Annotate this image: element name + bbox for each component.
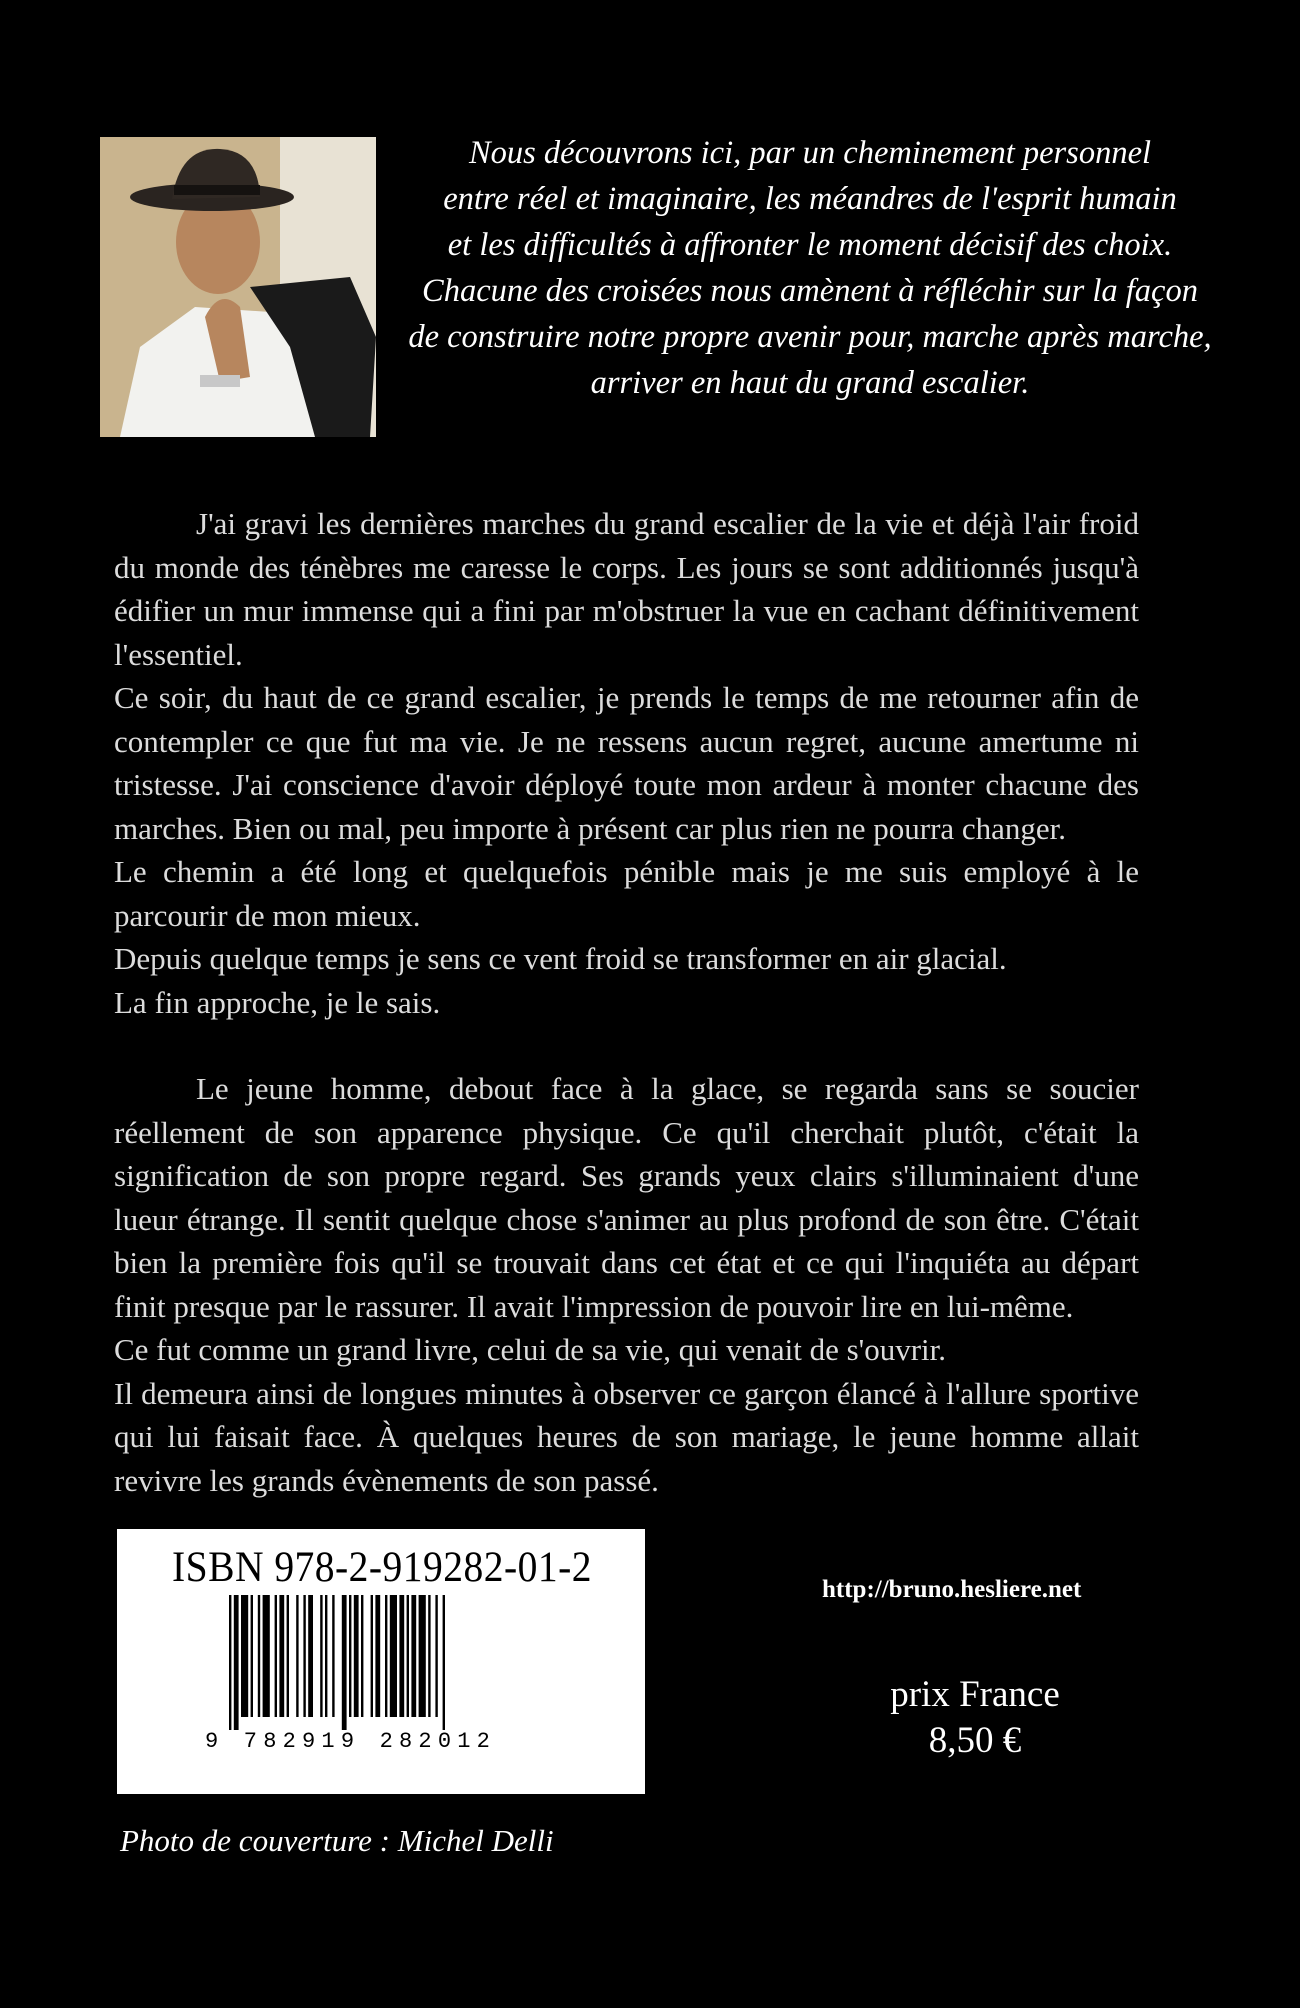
barcode-bar	[361, 1595, 363, 1717]
barcode-bar	[308, 1595, 313, 1717]
blurb-line: arriver en haut du grand escalier.	[590, 365, 1030, 401]
barcode-bar	[399, 1595, 404, 1717]
barcode-bar	[435, 1595, 437, 1717]
excerpt-paragraph: Le jeune homme, debout face à la glace, se regarda sans se soucier réellement de son apparence physique. Ce qu'il cherchait plutôt, c'était la signification de son propre regard. Ses grands yeux clairs s'illuminaient d'une lueur étrange. Il sentit quelque chose s'animer au plus profond de son être. C'était bien la première fois qu'il se trouvait dans cet état et ce qui l'inquiéta au départ finit presque par le rassurer. Il avait l'impression de pouvoir lire en lui-même.	[114, 1071, 1139, 1324]
barcode-bar	[407, 1595, 409, 1717]
author-website-link[interactable]: http://bruno.hesliere.net	[822, 1576, 1082, 1603]
barcode-bar	[279, 1595, 284, 1717]
barcode-bar	[241, 1595, 248, 1717]
excerpt-paragraph: Le chemin a été long et quelquefois pénible mais je me suis employé à le parcourir de mon mieux.	[114, 854, 1139, 933]
barcode-bar	[263, 1595, 270, 1717]
barcode-bar	[258, 1595, 260, 1717]
price-block	[820, 1672, 1130, 1764]
barcode-bar	[371, 1595, 373, 1717]
photo-credit: Photo de couverture : Michel Delli	[120, 1823, 554, 1858]
excerpt-paragraph: La fin approche, je le sais.	[114, 984, 441, 1020]
barcode-bar	[251, 1595, 253, 1717]
isbn-barcode	[117, 1529, 645, 1794]
blurb-line: de construire notre propre avenir pour, marche après marche,	[408, 319, 1212, 355]
barcode-bar	[443, 1595, 445, 1730]
barcode-bar	[325, 1595, 327, 1717]
blurb-line: Chacune des croisées nous amènent à réfléchir sur la façon	[422, 273, 1198, 309]
price-amount: 8,50 €	[928, 1720, 1022, 1761]
barcode-bar	[320, 1595, 322, 1717]
barcode-bar	[275, 1595, 277, 1717]
author-portrait-icon	[100, 137, 376, 437]
barcode-bar	[342, 1595, 347, 1730]
blurb-line: Nous découvrons ici, par un cheminement personnel	[468, 135, 1152, 171]
barcode-bar	[349, 1595, 351, 1717]
excerpt-paragraph: Ce soir, du haut de ce grand escalier, je prends le temps de me retourner afin de contempler ce que fut ma vie. Je ne ressens aucun regret, aucune amertume ni tristesse. J'ai conscience d'avoir déployé toute mon ardeur à monter chacune des marches. Bien ou mal, peu importe à présent car plus rien ne pourra changer.	[114, 680, 1139, 846]
price-label: prix France	[890, 1674, 1060, 1715]
excerpt-paragraph: Depuis quelque temps je sens ce vent froid se transformer en air glacial.	[114, 941, 1007, 976]
barcode-bar	[375, 1595, 380, 1717]
barcode-bar	[419, 1595, 426, 1717]
barcode-bar	[411, 1595, 416, 1717]
excerpt-paragraph: Il demeura ainsi de longues minutes à observer ce garçon élancé à l'allure sportive qui lui faisait face. À quelques heures de son mariage, le jeune homme allait revivre les grands évènements de son passé.	[114, 1375, 1139, 1498]
barcode-bar	[354, 1595, 359, 1717]
excerpt-paragraph: J'ai gravi les dernières marches du grand escalier de la vie et déjà l'air froid du monde des ténèbres me caresse le corps. Les jours se sont additionnés jusqu'à édifier un mur immense qui a fini par m'obstruer la vue en cachant définitivement l'essentiel.	[114, 506, 1139, 672]
book-excerpt	[114, 502, 1139, 1502]
barcode-digits: 9 782919 282012	[205, 1729, 497, 1754]
barcode-bar	[332, 1595, 334, 1717]
barcode-bar	[385, 1595, 387, 1717]
excerpt-paragraph: Ce fut comme un grand livre, celui de sa vie, qui venait de s'ouvrir.	[114, 1332, 947, 1367]
author-photo	[100, 137, 376, 437]
barcode-bar	[229, 1595, 231, 1730]
back-cover-blurb	[400, 130, 1220, 406]
blurb-line: entre réel et imaginaire, les méandres de l'esprit humain	[443, 181, 1177, 217]
barcode-bar	[234, 1595, 239, 1730]
barcode-bar	[428, 1595, 430, 1717]
isbn-label: ISBN 978-2-919282-01-2	[172, 1544, 592, 1591]
barcode-icon	[229, 1595, 539, 1730]
barcode-bar	[287, 1595, 289, 1717]
barcode-bar	[303, 1595, 305, 1717]
barcode-bar	[296, 1595, 298, 1717]
blurb-line: et les difficultés à affronter le moment décisif des choix.	[447, 227, 1173, 263]
paragraph-spacer	[114, 1024, 1139, 1067]
barcode-bar	[390, 1595, 397, 1717]
